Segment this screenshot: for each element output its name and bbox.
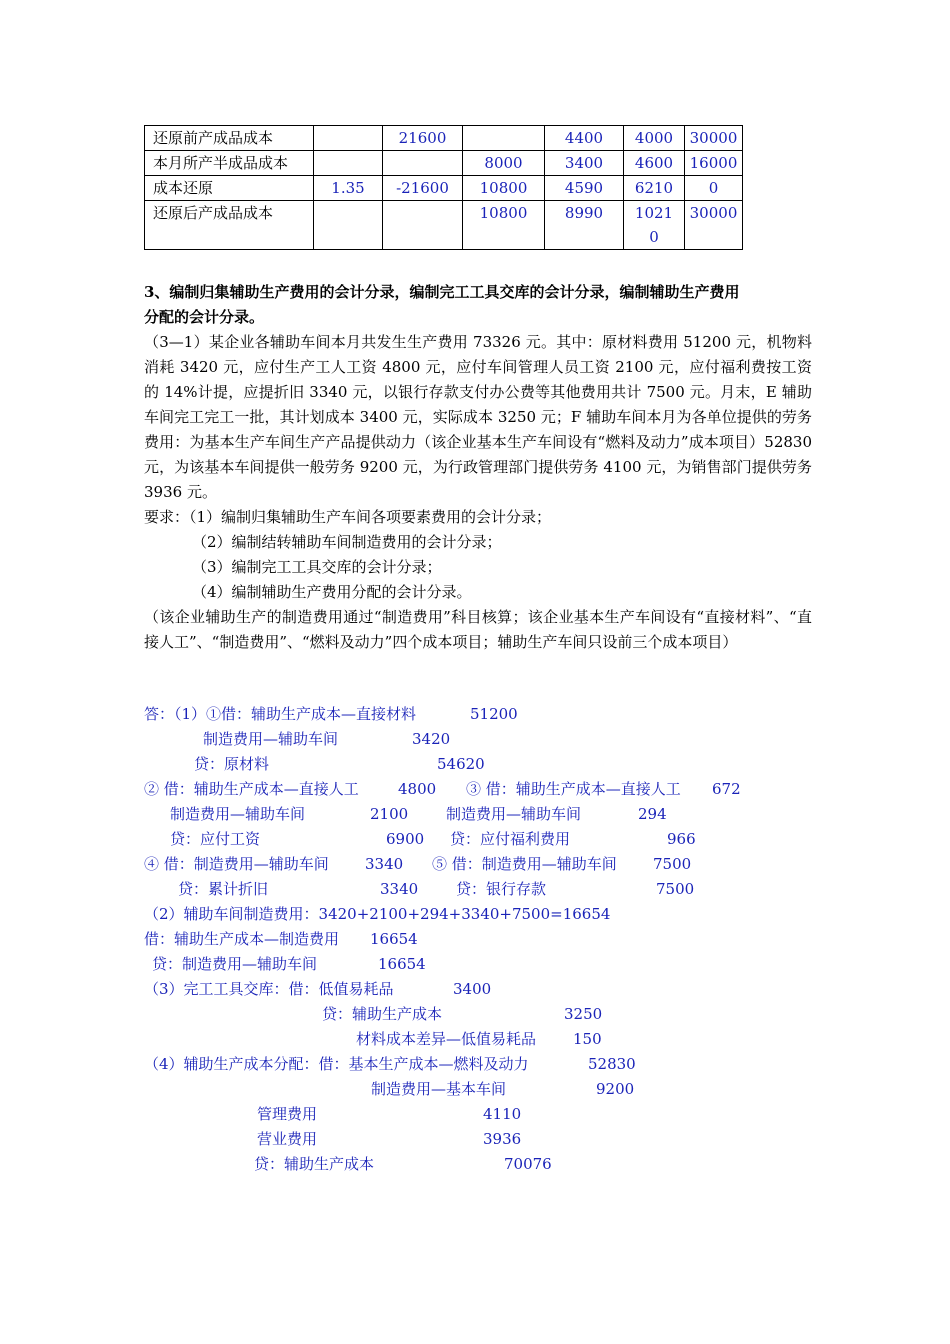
table-cell: 4590 <box>545 176 624 201</box>
journal-entry-line: 材料成本差异—低值易耗品 <box>356 1030 537 1048</box>
requirement-line: （4）编制辅助生产费用分配的会计分录。 <box>192 583 472 601</box>
journal-amount: 2100 <box>370 805 409 823</box>
table-cell: 6210 <box>624 176 685 201</box>
question-title-line: 3、编制归集辅助生产费用的会计分录，编制完工工具交库的会计分录，编制辅助生产费用 <box>144 283 740 301</box>
journal-entry-line: 贷：辅助生产成本 <box>322 1005 443 1023</box>
calculation-line: （2）辅助车间制造费用：3420+2100+294+3340+7500=16654 <box>144 905 611 923</box>
requirement-line: （3）编制完工工具交库的会计分录； <box>192 558 442 576</box>
table-cell: 30000 <box>685 201 743 250</box>
table-cell <box>383 151 463 176</box>
table-cell: 1.35 <box>314 176 383 201</box>
requirement-line: （2）编制结转辅助车间制造费用的会计分录； <box>192 533 502 551</box>
table-cell: 8000 <box>463 151 545 176</box>
journal-amount: 3936 <box>483 1130 522 1148</box>
table-cell <box>383 201 463 250</box>
journal-amount: 3340 <box>380 880 419 898</box>
journal-amount: 7500 <box>656 880 695 898</box>
journal-amount: 7500 <box>653 855 692 873</box>
journal-entry-line: ② 借：辅助生产成本—直接人工 <box>144 780 359 798</box>
table-cell <box>314 126 383 151</box>
row-label: 本月所产半成品成本 <box>145 151 314 176</box>
journal-amount: 51200 <box>470 705 518 723</box>
table-cell: 10800 <box>463 176 545 201</box>
table-cell: 10800 <box>463 201 545 250</box>
journal-entry-line: ③ 借：辅助生产成本—直接人工 <box>466 780 681 798</box>
row-label: 成本还原 <box>145 176 314 201</box>
journal-entry-line: 贷：原材料 <box>194 755 270 773</box>
journal-entry-line: 管理费用 <box>257 1105 318 1123</box>
journal-entry-line: （3）完工工具交库：借：低值易耗品 <box>144 980 394 998</box>
journal-amount: 6900 <box>386 830 425 848</box>
journal-entry-line: 答：（1）①借：辅助生产成本—直接材料 <box>144 705 417 723</box>
journal-entry-line: 营业费用 <box>257 1130 318 1148</box>
requirement-line: 要求：（1）编制归集辅助生产车间各项要素费用的会计分录； <box>144 508 552 526</box>
table-cell: 4600 <box>624 151 685 176</box>
table-cell <box>463 126 545 151</box>
journal-entry-line: （4）辅助生产成本分配：借：基本生产成本—燃料及动力 <box>144 1055 529 1073</box>
table-row <box>145 201 743 250</box>
table-cell: 8990 <box>545 201 624 250</box>
journal-entry-line: 贷：累计折旧 <box>178 880 269 898</box>
journal-amount: 3420 <box>412 730 451 748</box>
journal-amount: 150 <box>573 1030 602 1048</box>
journal-amount: 3400 <box>453 980 492 998</box>
table-cell: 4400 <box>545 126 624 151</box>
journal-amount: 4110 <box>483 1105 522 1123</box>
table-cell: 16000 <box>685 151 743 176</box>
table-row <box>145 151 743 176</box>
journal-entry-line: 贷：辅助生产成本 <box>254 1155 375 1173</box>
journal-entry-line: 贷：制造费用—辅助车间 <box>152 955 318 973</box>
journal-amount: 16654 <box>378 955 426 973</box>
question-paragraph: （3—1）某企业各辅助车间本月共发生生产费用 73326 元。其中：原材料费用 51200 元，机物料消耗 3420 元，应付生产工人工资 4800 元，应付车间管理人员工资 2100 元，应付福利费按工资的 14%计提，应提折旧 3340 元，以银行存款支付办公费等其他费用共计 7500 元。月末，E 辅助车间完工完工一批，其计划成本 3400 元，实际成本 3250 元；F 辅助车间本月为各单位提供的劳务费用：为基本生产车间生产产品提供动力（该企业基本生产车间设有“燃料及动力”成本项目）52830 元，为该基本车间提供一般劳务 9200 元，为行政管理部门提供劳务 4100 元，为销售部门提供劳务 3936 元。 <box>144 333 812 501</box>
table-cell: 30000 <box>685 126 743 151</box>
journal-amount: 3340 <box>365 855 404 873</box>
table-cell <box>314 201 383 250</box>
row-label: 还原后产成品成本 <box>145 201 314 250</box>
table-cell: 3400 <box>545 151 624 176</box>
journal-entry-line: ④ 借：制造费用—辅助车间 <box>144 855 329 873</box>
table-cell: 21600 <box>383 126 463 151</box>
table-cell: 1021 0 <box>624 201 685 250</box>
table-cell: 4000 <box>624 126 685 151</box>
journal-entry-line: 制造费用—辅助车间 <box>203 730 339 748</box>
table-row <box>145 176 743 201</box>
journal-amount: 54620 <box>437 755 485 773</box>
journal-amount: 70076 <box>504 1155 552 1173</box>
journal-entry-line: 贷：应付工资 <box>170 830 261 848</box>
journal-amount: 3250 <box>564 1005 603 1023</box>
row-label: 还原前产成品成本 <box>145 126 314 151</box>
journal-entry-line: ⑤ 借：制造费用—辅助车间 <box>432 855 617 873</box>
table-cell <box>314 151 383 176</box>
journal-amount: 16654 <box>370 930 418 948</box>
question-title <box>144 280 814 330</box>
question-title-line: 分配的会计分录。 <box>144 308 265 326</box>
question-body <box>144 330 812 655</box>
journal-amount: 672 <box>712 780 741 798</box>
table-row <box>145 126 743 151</box>
table-cell: -21600 <box>383 176 463 201</box>
table-cell: 0 <box>685 176 743 201</box>
cost-restoration-table <box>144 125 743 250</box>
journal-entry-line: 制造费用—基本车间 <box>371 1080 507 1098</box>
journal-entry-line: 借：辅助生产成本—制造费用 <box>144 930 340 948</box>
journal-entry-line: 贷：应付福利费用 <box>450 830 571 848</box>
journal-amount: 294 <box>638 805 667 823</box>
journal-amount: 966 <box>667 830 696 848</box>
journal-amount: 9200 <box>596 1080 635 1098</box>
journal-amount: 52830 <box>588 1055 636 1073</box>
journal-entry-line: 贷：银行存款 <box>456 880 547 898</box>
journal-entry-line: 制造费用—辅助车间 <box>170 805 306 823</box>
journal-entry-line: 制造费用—辅助车间 <box>446 805 582 823</box>
journal-amount: 4800 <box>398 780 437 798</box>
question-note: （该企业辅助生产的制造费用通过“制造费用”科目核算；该企业基本生产车间设有“直接材料”、“直接人工”、“制造费用”、“燃料及动力”四个成本项目；辅助生产车间只设前三个成本项目） <box>144 608 812 651</box>
